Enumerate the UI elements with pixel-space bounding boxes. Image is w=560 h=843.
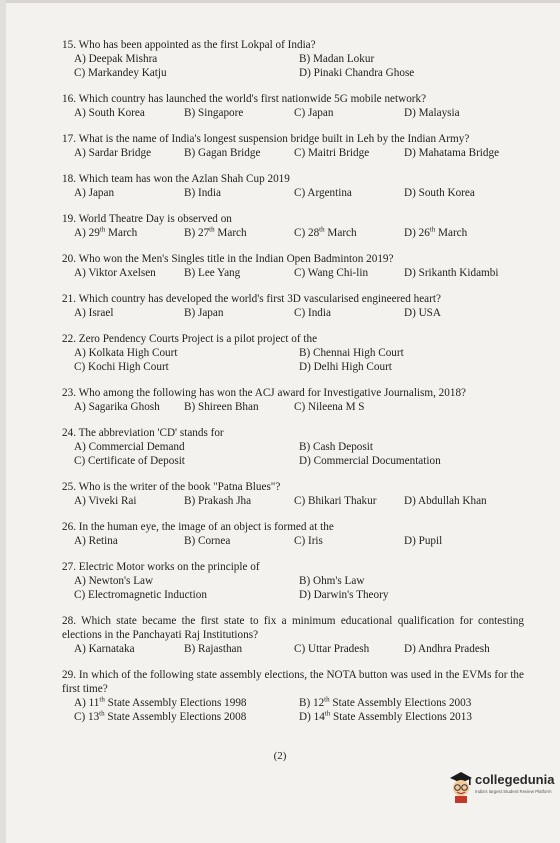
question-text: 24. The abbreviation 'CD' stands for	[62, 427, 224, 439]
option-d: D) Andhra Pradesh	[404, 643, 490, 655]
option-b: B) Chennai High Court	[299, 347, 404, 359]
options-list	[62, 696, 524, 724]
option-d: D) Malaysia	[404, 107, 460, 119]
option-b: B) Madan Lokur	[299, 53, 375, 65]
collegedunia-logo	[448, 770, 558, 806]
question-17	[62, 132, 524, 160]
question-22	[62, 332, 524, 374]
question-list	[62, 38, 524, 736]
option-d: D) South Korea	[404, 187, 475, 199]
option-a: A) South Korea	[74, 107, 145, 119]
option-d: D) 14th State Assembly Elections 2013	[299, 709, 472, 723]
options-list	[62, 306, 524, 320]
option-a: A) Sagarika Ghosh	[74, 401, 160, 413]
page-top-border	[0, 0, 560, 3]
options-list	[62, 346, 524, 374]
option-d: D) Srikanth Kidambi	[404, 267, 499, 279]
option-c: C) India	[294, 307, 331, 319]
option-d: D) Darwin's Theory	[299, 589, 389, 601]
option-d: D) Pinaki Chandra Ghose	[299, 67, 415, 79]
question-18	[62, 172, 524, 200]
question-text: 26. In the human eye, the image of an object is formed at the	[62, 521, 334, 533]
option-b: B) Singapore	[184, 107, 244, 119]
option-b: B) Gagan Bridge	[184, 147, 261, 159]
option-b: B) Shireen Bhan	[184, 401, 259, 413]
question-text: 15. Who has been appointed as the first Lokpal of India?	[62, 39, 316, 51]
option-c: C) Iris	[294, 535, 323, 547]
options-list	[62, 574, 524, 602]
option-c: C) Kochi High Court	[74, 361, 169, 373]
option-b: B) India	[184, 187, 221, 199]
option-d: D) Abdullah Khan	[404, 495, 487, 507]
option-a: A) Japan	[74, 187, 115, 199]
option-a: A) Sardar Bridge	[74, 147, 152, 159]
options-list	[62, 266, 524, 280]
option-b: B) Lee Yang	[184, 267, 241, 279]
option-b: B) 12th State Assembly Elections 2003	[299, 695, 472, 709]
option-c: C) Wang Chi-lin	[294, 267, 369, 279]
options-list	[62, 494, 524, 508]
option-c: C) Argentina	[294, 187, 352, 199]
question-text: 17. What is the name of India's longest suspension bridge built in Leh by the Indian Army?	[62, 133, 470, 145]
options-list	[62, 226, 524, 240]
page-left-edge	[0, 0, 6, 843]
option-b: B) Cash Deposit	[299, 441, 373, 453]
option-a: A) 29th March	[74, 225, 138, 239]
options-list	[62, 52, 524, 80]
option-d: D) Pupil	[404, 535, 443, 547]
options-list	[62, 400, 524, 414]
option-c: C) Electromagnetic Induction	[74, 589, 207, 601]
option-b: B) 27th March	[184, 225, 247, 239]
question-text: 29. In which of the following state assembly elections, the NOTA button was used in the EVMs for the first time?	[62, 669, 524, 695]
option-a: A) Karnataka	[74, 643, 135, 655]
options-list	[62, 642, 524, 656]
option-d: D) USA	[404, 307, 441, 319]
option-a: A) Viktor Axelsen	[74, 267, 156, 279]
question-16	[62, 92, 524, 120]
options-list	[62, 440, 524, 468]
option-a: A) Newton's Law	[74, 575, 154, 587]
option-c: C) Certificate of Deposit	[74, 455, 185, 467]
question-text: 19. World Theatre Day is observed on	[62, 213, 232, 225]
graduate-mascot-icon	[448, 770, 474, 804]
option-c: C) Japan	[294, 107, 334, 119]
option-c: C) Nileena M S	[294, 401, 365, 413]
option-c: C) 28th March	[294, 225, 357, 239]
question-24	[62, 426, 524, 468]
option-a: A) 11th State Assembly Elections 1998	[74, 695, 247, 709]
question-text: 23. Who among the following has won the ACJ award for Investigative Journalism, 2018?	[62, 387, 467, 399]
option-b: B) Japan	[184, 307, 224, 319]
question-25	[62, 480, 524, 508]
question-23	[62, 386, 524, 414]
option-d: D) 26th March	[404, 225, 468, 239]
option-d: D) Mahatama Bridge	[404, 147, 500, 159]
option-a: A) Deepak Mishra	[74, 53, 158, 65]
question-text: 25. Who is the writer of the book "Patna Blues"?	[62, 481, 281, 493]
option-a: A) Commercial Demand	[74, 441, 185, 453]
question-28	[62, 614, 524, 656]
question-27	[62, 560, 524, 602]
option-b: B) Cornea	[184, 535, 231, 547]
option-b: B) Rajasthan	[184, 643, 243, 655]
question-29	[62, 668, 524, 724]
option-d: D) Commercial Documentation	[299, 455, 441, 467]
question-text: 22. Zero Pendency Courts Project is a pilot project of the	[62, 333, 318, 345]
question-text: 20. Who won the Men's Singles title in the Indian Open Badminton 2019?	[62, 253, 394, 265]
question-text: 18. Which team has won the Azlan Shah Cup 2019	[62, 173, 290, 185]
question-15	[62, 38, 524, 80]
question-20	[62, 252, 524, 280]
page-number: (2)	[273, 750, 287, 762]
option-c: C) Bhikari Thakur	[294, 495, 377, 507]
option-a: A) Retina	[74, 535, 118, 547]
question-text: 16. Which country has launched the world's first nationwide 5G mobile network?	[62, 93, 427, 105]
option-a: A) Kolkata High Court	[74, 347, 178, 359]
option-b: B) Ohm's Law	[299, 575, 365, 587]
options-list	[62, 146, 524, 160]
option-c: C) Uttar Pradesh	[294, 643, 370, 655]
question-text: 28. Which state became the first state to fix a minimum educational qualification for contesting elections in the Panchayati Raj Institutions?	[62, 615, 524, 641]
question-19	[62, 212, 524, 240]
option-c: C) Maitri Bridge	[294, 147, 370, 159]
logo-wordmark: collegedunia	[475, 772, 555, 787]
option-d: D) Delhi High Court	[299, 361, 392, 373]
option-c: C) Markandey Katju	[74, 67, 167, 79]
option-a: A) Viveki Rai	[74, 495, 137, 507]
question-text: 21. Which country has developed the world's first 3D vascularised engineered heart?	[62, 293, 441, 305]
option-b: B) Prakash Jha	[184, 495, 252, 507]
option-c: C) 13th State Assembly Elections 2008	[74, 709, 247, 723]
option-a: A) Israel	[74, 307, 114, 319]
options-list	[62, 534, 524, 548]
question-26	[62, 520, 524, 548]
logo-tagline: India's largest Student Review Platform	[475, 789, 552, 794]
question-21	[62, 292, 524, 320]
options-list	[62, 106, 524, 120]
question-text: 27. Electric Motor works on the principle of	[62, 561, 260, 573]
options-list	[62, 186, 524, 200]
